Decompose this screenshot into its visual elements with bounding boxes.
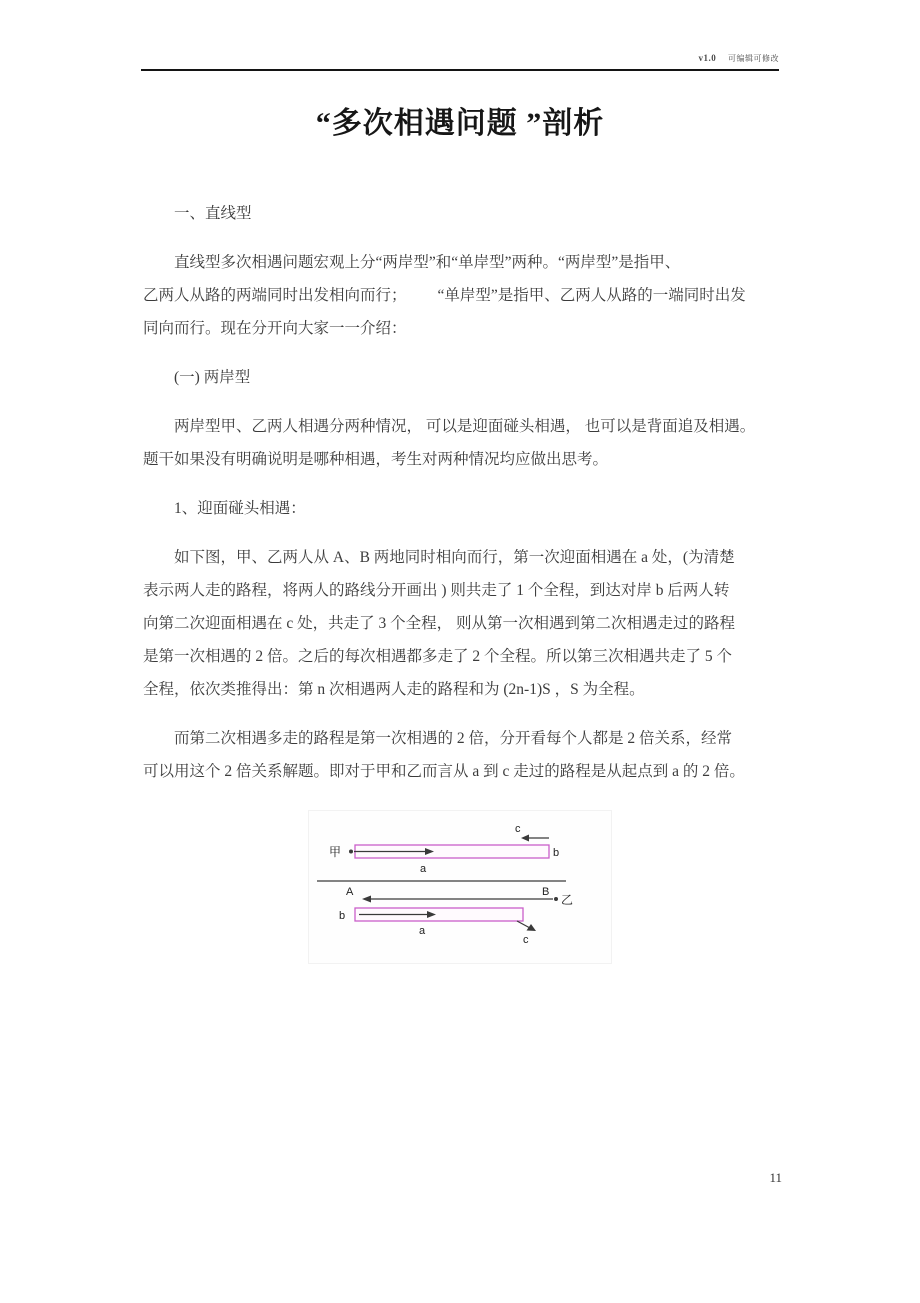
meeting-diagram-svg <box>309 811 609 961</box>
page-number: 11 <box>769 1170 782 1185</box>
start-dot-jia <box>349 850 353 854</box>
label-b-top: b <box>553 847 560 859</box>
text-line: 全程，依次类推得出：第 n 次相遇两人走的路程和为 (2n-1)S ，S 为全程。 <box>143 681 645 698</box>
text-line: 同向而行。现在分开向大家一一介绍： <box>143 320 407 337</box>
paragraph-intro <box>143 246 777 345</box>
label-a-bottom: a <box>419 925 426 937</box>
label-A: A <box>346 886 354 898</box>
paragraph-two-banks <box>143 410 777 476</box>
page-header <box>0 0 920 71</box>
section-heading-straight-line: 一、直线型 <box>174 205 252 222</box>
document-title: “多次相遇问题 ”剖析 <box>315 107 605 140</box>
version-label: 可编辑可修改 <box>728 54 779 63</box>
header-rule <box>141 69 779 71</box>
meeting-diagram <box>308 810 612 964</box>
text-line: 而第二次相遇多走的路程是第一次相遇的 2 倍，分开看每个人都是 2 倍关系，经常 <box>174 730 733 747</box>
start-dot-yi <box>554 897 558 901</box>
section-heading-head-on-meeting: 1、迎面碰头相遇： <box>174 500 306 517</box>
version-note <box>141 52 779 64</box>
text-line: 可以用这个 2 倍关系解题。即对于甲和乙而言从 a 到 c 走过的路程是从起点到 a 的 2 倍。 <box>143 763 745 780</box>
forward-arrowhead-yi <box>362 896 371 903</box>
text-line: 直线型多次相遇问题宏观上分“两岸型”和“单岸型”两种。“两岸型”是指甲、 <box>174 254 681 271</box>
label-a-top: a <box>420 863 427 875</box>
text-line: 两岸型甲、乙两人相遇分两种情况， 可以是迎面碰头相遇， 也可以是背面追及相遇。 <box>174 418 756 435</box>
text-line: 如下图，甲、乙两人从 A、B 两地同时相向而行，第一次迎面相遇在 a 处，(为清楚 <box>174 549 735 566</box>
return-arrowhead-top <box>521 835 529 842</box>
text-line: 乙两人从路的两端同时出发相向而行； “单岸型”是指甲、乙两人从路的一端同时出发 <box>143 287 746 304</box>
text-line: 是第一次相遇的 2 倍。之后的每次相遇都多走了 2 个全程。所以第三次相遇共走了 5 个 <box>143 648 733 665</box>
text-line: 向第二次迎面相遇在 c 处，共走了 3 个全程， 则从第一次相遇到第二次相遇走过的路程 <box>143 615 736 632</box>
label-B: B <box>542 886 550 898</box>
label-person-jia: 甲 <box>329 845 342 859</box>
paragraph-double-relation <box>143 722 777 788</box>
label-c-bottom: c <box>523 934 529 946</box>
version-number: v1.0 <box>698 53 717 63</box>
label-c-top: c <box>515 823 521 835</box>
exit-arrow-to-c <box>517 921 530 928</box>
label-b-bottom: b <box>339 910 346 922</box>
text-line: 表示两人走的路程，将两人的路线分开画出 ) 则共走了 1 个全程，到达对岸 b 后两人转 <box>143 582 730 599</box>
document-body <box>0 197 920 964</box>
label-person-yi: 乙 <box>561 893 574 907</box>
paragraph-head-on-meeting <box>143 541 777 706</box>
section-heading-two-banks: (一) 两岸型 <box>174 369 251 386</box>
text-line: 题干如果没有明确说明是哪种相遇，考生对两种情况均应做出思考。 <box>143 451 609 468</box>
